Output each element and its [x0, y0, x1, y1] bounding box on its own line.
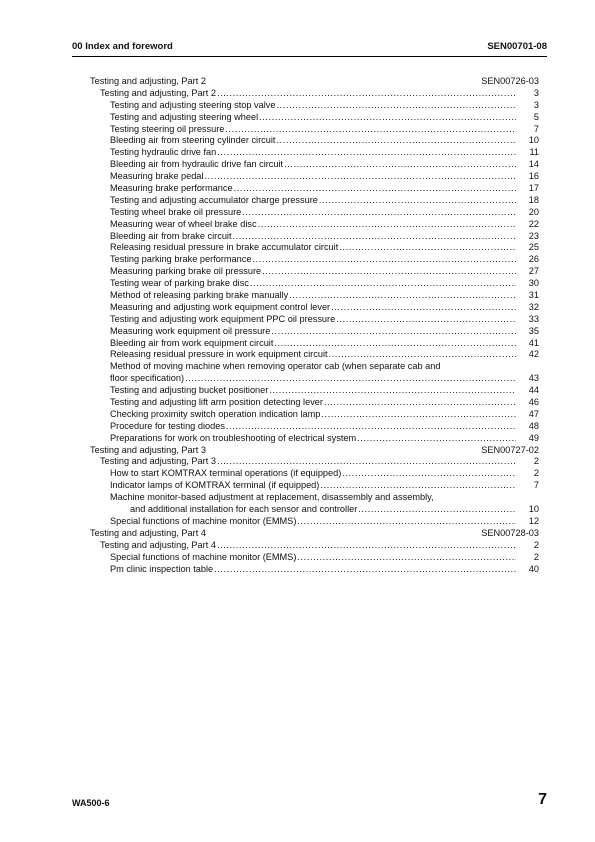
- toc-entry-page: 5: [533, 111, 539, 122]
- table-of-contents: [90, 76, 539, 575]
- toc-entry: [90, 457, 539, 469]
- toc-leader-dots: [269, 385, 516, 397]
- toc-entry-title: Testing and adjusting, Part 2: [100, 87, 216, 98]
- toc-entry-page: 10: [528, 135, 539, 146]
- toc-entry-title: Testing and adjusting lift arm position detecting lever: [110, 397, 323, 408]
- toc-entry-title: Testing and adjusting steering wheel: [110, 111, 259, 122]
- toc-section-title: Testing and adjusting, Part 2: [90, 76, 206, 86]
- toc-entry-page: 18: [528, 194, 539, 205]
- toc-entry: [90, 302, 539, 314]
- toc-entry: [90, 409, 539, 421]
- toc-leader-dots: [252, 254, 516, 266]
- toc-entry-page: 12: [528, 515, 539, 526]
- toc-entry-page: 3: [533, 87, 539, 98]
- toc-entry-page: 23: [528, 230, 539, 241]
- toc-entry-page: 2: [533, 551, 539, 562]
- toc-entry-page: 22: [528, 218, 539, 229]
- toc-entry-title: Testing and adjusting, Part 3: [100, 456, 216, 467]
- toc-entry-title: Indicator lamps of KOMTRAX terminal (if equipped): [110, 480, 320, 491]
- toc-leader-dots: [242, 207, 516, 219]
- toc-entry: [90, 385, 539, 397]
- toc-entry-page: 16: [528, 171, 539, 182]
- toc-entry: [90, 552, 539, 564]
- toc-section-code: SEN00726-03: [481, 76, 539, 86]
- toc-entry-page: 46: [528, 397, 539, 408]
- toc-entry-title: and additional installation for each sensor and controller: [130, 504, 358, 515]
- toc-leader-dots: [262, 266, 516, 278]
- toc-entry-title: Preparations for work on troubleshooting of electrical system: [110, 432, 357, 443]
- toc-entry: [90, 171, 539, 183]
- toc-entry-page: 27: [528, 266, 539, 277]
- toc-entry: [90, 564, 539, 576]
- toc-entry-title: Bleeding air from steering cylinder circuit: [110, 135, 276, 146]
- toc-entry: [90, 338, 539, 350]
- toc-leader-dots: [234, 183, 516, 195]
- toc-entry: [90, 195, 539, 207]
- toc-entry-continuation: [110, 504, 539, 516]
- toc-entry-title: Measuring parking brake oil pressure: [110, 266, 262, 277]
- toc-entry-title: Procedure for testing diodes: [110, 420, 225, 431]
- toc-section-heading: [90, 528, 539, 540]
- toc-entry: [90, 254, 539, 266]
- toc-entry-page: 41: [528, 337, 539, 348]
- toc-entry-title: Bleeding air from work equipment circuit: [110, 337, 274, 348]
- toc-entry-page: 30: [528, 278, 539, 289]
- toc-entry: [90, 361, 539, 385]
- toc-entry-title: Measuring brake pedal: [110, 171, 204, 182]
- toc-leader-dots: [258, 219, 516, 231]
- toc-entry-page: 35: [528, 325, 539, 336]
- toc-leader-dots: [225, 124, 516, 136]
- toc-entry-title: Testing parking brake performance: [110, 254, 252, 265]
- toc-section-code: SEN00727-02: [481, 444, 539, 455]
- toc-entry-title-line: Method of moving machine when removing operator cab (when separate cab and: [110, 361, 441, 372]
- toc-leader-dots: [321, 409, 516, 421]
- toc-leader-dots: [284, 159, 516, 171]
- toc-entry-title: Releasing residual pressure in brake accumulator circuit: [110, 242, 339, 253]
- toc-entry-page: 26: [528, 254, 539, 265]
- footer-model: WA500-6: [72, 798, 110, 808]
- toc-leader-dots: [217, 147, 516, 159]
- toc-entry-page: 2: [533, 456, 539, 467]
- toc-entry: [90, 540, 539, 552]
- toc-entry: [90, 468, 539, 480]
- toc-entry-title: How to start KOMTRAX terminal operations (if equipped): [110, 468, 342, 479]
- toc-entry: [90, 278, 539, 290]
- toc-entry-title: Checking proximity switch operation indication lamp: [110, 408, 321, 419]
- toc-entry-title: Testing and adjusting work equipment PPC oil pressure: [110, 313, 336, 324]
- toc-entry-title: Testing wear of parking brake disc: [110, 278, 249, 289]
- toc-section-heading: [90, 445, 539, 457]
- toc-entry-page: 2: [533, 468, 539, 479]
- toc-entry-title: Testing and adjusting accumulator charge pressure: [110, 194, 318, 205]
- header-document-code: SEN00701-08: [487, 41, 547, 52]
- toc-entry-title: Measuring wear of wheel brake disc: [110, 218, 257, 229]
- page-footer: [72, 793, 547, 813]
- toc-entry-title-line: Machine monitor-based adjustment at replacement, disassembly and assembly,: [110, 492, 434, 503]
- toc-entry-title: Testing wheel brake oil pressure: [110, 206, 242, 217]
- toc-entry: [90, 480, 539, 492]
- toc-entry-page: 43: [528, 373, 539, 384]
- toc-leader-dots: [217, 540, 516, 552]
- toc-entry-title: Testing and adjusting, Part 4: [100, 539, 216, 550]
- toc-entry-title: Testing and adjusting bucket positioner: [110, 385, 269, 396]
- toc-entry: [90, 219, 539, 231]
- toc-leader-dots: [319, 195, 516, 207]
- toc-leader-dots: [297, 552, 516, 564]
- toc-leader-dots: [329, 349, 516, 361]
- toc-leader-dots: [289, 290, 516, 302]
- toc-entry-title: Pm clinic inspection table: [110, 563, 214, 574]
- toc-leader-dots: [274, 338, 516, 350]
- toc-entry-title: Releasing residual pressure in work equipment circuit: [110, 349, 328, 360]
- toc-leader-dots: [250, 278, 516, 290]
- toc-entry-title: Measuring work equipment oil pressure: [110, 325, 271, 336]
- toc-entry-page: 11: [529, 147, 539, 158]
- toc-entry-page: 7: [533, 480, 539, 491]
- toc-entry: [90, 147, 539, 159]
- toc-leader-dots: [357, 433, 516, 445]
- toc-leader-dots: [339, 242, 516, 254]
- toc-entry-title: Testing steering oil pressure: [110, 123, 225, 134]
- toc-leader-dots: [214, 564, 516, 576]
- toc-entry-title: Measuring and adjusting work equipment control lever: [110, 301, 331, 312]
- toc-leader-dots: [331, 302, 516, 314]
- page-header: [72, 41, 547, 53]
- toc-entry: [90, 314, 539, 326]
- toc-leader-dots: [358, 504, 516, 516]
- toc-leader-dots: [276, 135, 516, 147]
- toc-section-code: SEN00728-03: [481, 527, 539, 538]
- toc-entry: [90, 88, 539, 100]
- toc-entry: [90, 397, 539, 409]
- toc-leader-dots: [233, 231, 516, 243]
- toc-entry: [90, 159, 539, 171]
- toc-entry-page: 47: [528, 408, 539, 419]
- toc-leader-dots: [320, 480, 516, 492]
- toc-section-title: Testing and adjusting, Part 4: [90, 527, 206, 538]
- toc-entry-page: 44: [528, 385, 539, 396]
- toc-entry: [90, 516, 539, 528]
- toc-entry-page: 3: [533, 99, 539, 110]
- toc-entry: [90, 231, 539, 243]
- toc-leader-dots: [342, 468, 516, 480]
- toc-leader-dots: [259, 112, 516, 124]
- toc-entry: [90, 135, 539, 147]
- toc-leader-dots: [204, 171, 516, 183]
- toc-entry-page: 33: [528, 313, 539, 324]
- toc-entry: [90, 100, 539, 112]
- toc-leader-dots: [324, 397, 516, 409]
- toc-entry: [90, 242, 539, 254]
- toc-entry: [90, 183, 539, 195]
- toc-entry: [90, 492, 539, 516]
- toc-entry-page: 25: [528, 242, 539, 253]
- toc-entry-title: Bleeding air from hydraulic drive fan circuit: [110, 159, 284, 170]
- toc-entry-title: Testing and adjusting steering stop valve: [110, 99, 276, 110]
- toc-entry: [90, 290, 539, 302]
- toc-entry-page: 48: [528, 420, 539, 431]
- toc-entry-page: 10: [528, 504, 539, 515]
- header-divider: [72, 56, 547, 57]
- toc-leader-dots: [297, 516, 516, 528]
- toc-entry: [90, 112, 539, 124]
- toc-entry-title: floor specification): [110, 373, 185, 384]
- toc-entry-page: 2: [533, 539, 539, 550]
- toc-entry: [90, 326, 539, 338]
- toc-entry-page: 32: [528, 301, 539, 312]
- toc-entry-page: 31: [528, 290, 539, 301]
- toc-entry-title: Method of releasing parking brake manually: [110, 290, 289, 301]
- toc-entry-title: Bleeding air from brake circuit: [110, 230, 232, 241]
- toc-leader-dots: [217, 456, 516, 468]
- toc-entry: [90, 124, 539, 136]
- toc-entry: [90, 421, 539, 433]
- toc-entry-page: 17: [528, 183, 539, 193]
- toc-entry: [90, 266, 539, 278]
- toc-entry-title: Testing hydraulic drive fan: [110, 147, 217, 158]
- toc-entry: [90, 207, 539, 219]
- toc-section-title: Testing and adjusting, Part 3: [90, 444, 206, 455]
- page-number: 7: [538, 791, 547, 808]
- toc-entry-page: 42: [528, 349, 539, 360]
- toc-entry-page: 14: [528, 159, 539, 170]
- toc-entry-title: Special functions of machine monitor (EMMS): [110, 551, 297, 562]
- toc-entry: [90, 349, 539, 361]
- header-section-title: 00 Index and foreword: [72, 41, 173, 52]
- toc-leader-dots: [336, 314, 516, 326]
- toc-leader-dots: [185, 373, 516, 385]
- toc-entry-title: Measuring brake performance: [110, 183, 233, 193]
- toc-entry-page: 20: [528, 206, 539, 217]
- toc-leader-dots: [217, 88, 516, 100]
- toc-entry-page: 49: [528, 432, 539, 443]
- toc-leader-dots: [271, 326, 516, 338]
- toc-entry-continuation: [110, 373, 539, 385]
- toc-section-heading: [90, 76, 539, 88]
- toc-entry: [90, 433, 539, 445]
- toc-entry-page: 7: [533, 123, 539, 134]
- toc-entry-page: 40: [528, 563, 539, 574]
- toc-entry-title: Special functions of machine monitor (EMMS): [110, 515, 297, 526]
- toc-leader-dots: [226, 421, 516, 433]
- toc-leader-dots: [276, 100, 516, 112]
